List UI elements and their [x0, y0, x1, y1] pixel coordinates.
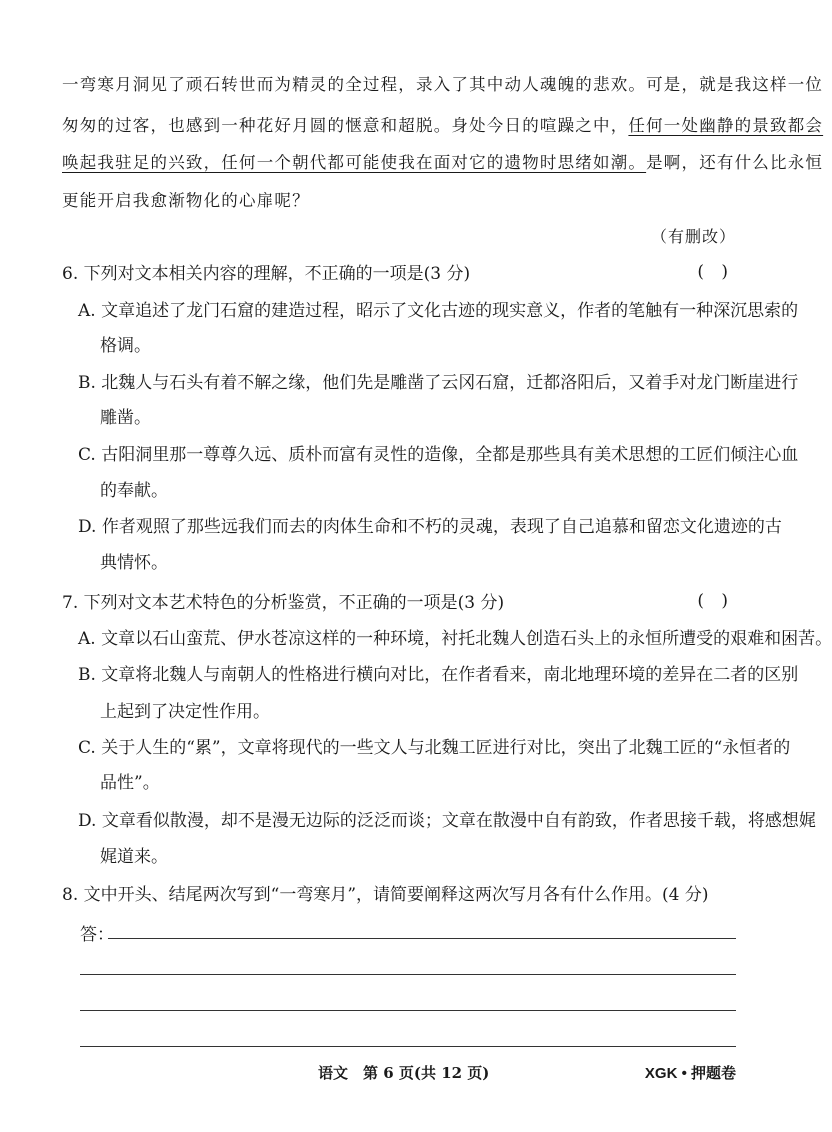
question-6-option-d-cont: 典情怀。 [100, 553, 168, 573]
question-7-option-c-cont: 品性”。 [100, 773, 160, 793]
question-7-option-d-cont: 娓道来。 [100, 847, 168, 867]
passage-line-4: 更能开启我愈渐物化的心扉呢？ [62, 191, 310, 210]
passage-line-2 [62, 114, 824, 138]
question-7-option-c: C. 关于人生的“累”，文章将现代的一些文人与北魏工匠进行对比，突出了北魏工匠的“永恒者的 [78, 738, 791, 758]
question-8-stem: 8. 文中开头、结尾两次写到“一弯寒月”，请简要阐释这两次写月各有什么作用。(4 分) [62, 885, 709, 905]
passage-underlined-phrase-2: 唤起我驻足的兴致，任何一个朝代都可能使我在面对它的遗物时思绪如潮。 [62, 153, 647, 172]
answer-line-2[interactable] [80, 974, 736, 975]
question-6-option-b-cont: 雕凿。 [100, 408, 151, 428]
question-6-option-b: B. 北魏人与石头有着不解之缘，他们先是雕凿了云冈石窟，迁都洛阳后，又着手对龙门断崖进行 [78, 373, 799, 393]
page-footer-number: 语文 第 6 页(共 12 页) [318, 1064, 490, 1082]
question-7-option-b-cont: 上起到了决定性作用。 [100, 702, 270, 722]
question-7-option-b: B. 文章将北魏人与南朝人的性格进行横向对比，在作者看来，南北地理环境的差异在二者的区别 [78, 665, 799, 685]
page-footer-label: XGK • 押题卷 [644, 1065, 736, 1082]
question-6-option-c-cont: 的奉献。 [100, 481, 168, 501]
question-7-option-a: A. 文章以石山蛮荒、伊水苍凉这样的一种环境，衬托北魏人创造石头上的永恒所遭受的艰难和困苦。 [78, 629, 832, 649]
passage-line-3-tail: 是啊，还有什么比永恒 [646, 153, 824, 172]
answer-line-3[interactable] [80, 1010, 736, 1011]
answer-label: 答： [80, 925, 114, 945]
passage-line-2-text: 匆匆的过客，也感到一种花好月圆的惬意和超脱。身处今日的喧躁之中， [62, 116, 629, 135]
passage-underlined-phrase-1: 任何一处幽静的景致都会 [628, 116, 824, 135]
answer-line-1[interactable] [108, 938, 736, 939]
question-6-option-a-cont: 格调。 [100, 336, 151, 356]
question-7-option-d: D. 文章看似散漫，却不是漫无边际的泛泛而谈；文章在散漫中自有韵致，作者思接千载，将感想娓 [78, 811, 816, 831]
question-7-answer-paren[interactable]: ( ) [697, 591, 734, 611]
passage-line-3 [62, 151, 824, 175]
source-note: （有删改） [650, 227, 736, 246]
answer-line-4[interactable] [80, 1046, 736, 1047]
question-6-option-d: D. 作者观照了那些远我们而去的肉体生命和不朽的灵魂，表现了自己追慕和留恋文化遗迹的古 [78, 517, 782, 537]
question-6-stem: 6. 下列对文本相关内容的理解，不正确的一项是(3 分) [62, 264, 471, 284]
question-7-stem: 7. 下列对文本艺术特色的分析鉴赏，不正确的一项是(3 分) [62, 593, 505, 613]
question-6-option-c: C. 古阳洞里那一尊尊久远、质朴而富有灵性的造像，全都是那些具有美术思想的工匠们倾注心血 [78, 445, 799, 465]
question-6-answer-paren[interactable]: ( ) [697, 262, 734, 282]
passage-line-1: 一弯寒月洞见了顽石转世而为精灵的全过程，录入了其中动人魂魄的悲欢。可是，就是我这样一位 [62, 75, 824, 94]
question-6-option-a: A. 文章追述了龙门石窟的建造过程，昭示了文化古迹的现实意义，作者的笔触有一种深沉思索的 [78, 301, 799, 321]
